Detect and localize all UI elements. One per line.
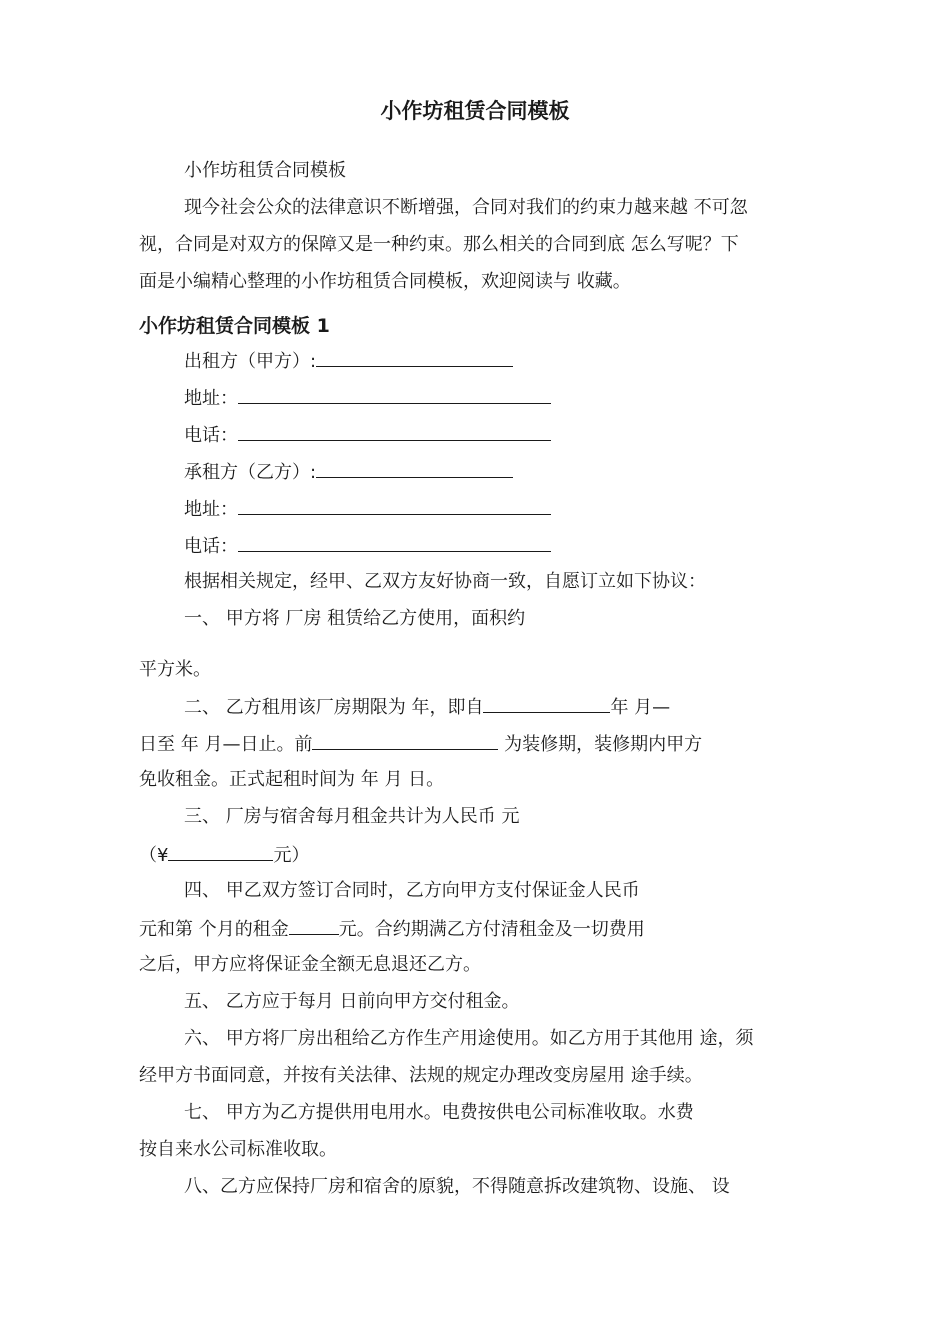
clause-2-line-2 bbox=[139, 731, 702, 757]
clause-8-line-1: 八、乙方应保持厂房和宿舍的原貌，不得随意拆改建筑物、设施、 设 bbox=[184, 1176, 730, 1197]
lessor-label: 出租方（甲方）: bbox=[184, 351, 317, 372]
document-title: 小作坊租赁合同模板 bbox=[380, 99, 570, 123]
clause-3-text-a: （¥ bbox=[139, 845, 169, 866]
lessor-blank[interactable] bbox=[316, 348, 513, 367]
clause-4-text-b: 元。合约期满乙方付清租金及一切费用 bbox=[338, 919, 645, 940]
clause-7-line-2: 按自来水公司标准收取。 bbox=[139, 1139, 337, 1160]
lessor-phone-line bbox=[184, 422, 551, 448]
clause-3-text-b: 元） bbox=[273, 845, 310, 866]
lessee-phone-line bbox=[184, 533, 551, 559]
clause-2-line-1 bbox=[184, 694, 670, 720]
clause-4-text-a: 元和第 个月的租金 bbox=[139, 919, 289, 940]
clause-2-text-a: 二、 乙方租用该厂房期限为 年，即自 bbox=[184, 697, 484, 718]
clause-3-amount-blank[interactable] bbox=[168, 842, 273, 861]
intro-line-1: 现今社会公众的法律意识不断增强，合同对我们的约束力越来越 不可忽 bbox=[184, 197, 748, 218]
intro-line-3: 面是小编精心整理的小作坊租赁合同模板，欢迎阅读与 收藏。 bbox=[139, 271, 631, 292]
clause-4-rent-blank[interactable] bbox=[289, 916, 339, 935]
lessee-address-label: 地址： bbox=[184, 499, 238, 520]
clause-3-line-2 bbox=[139, 842, 309, 868]
agreement-line: 根据相关规定，经甲、乙双方友好协商一致，自愿订立如下协议： bbox=[184, 571, 706, 592]
lessee-label: 承租方（乙方）: bbox=[184, 462, 317, 483]
clause-2-period-blank[interactable] bbox=[312, 731, 498, 750]
clause-2-text-d: 为装修期，装修期内甲方 bbox=[498, 734, 703, 755]
lessee-line bbox=[184, 459, 513, 485]
clause-4-line-1: 四、 甲乙双方签订合同时，乙方向甲方支付保证金人民币 bbox=[184, 880, 640, 901]
clause-7-line-1: 七、 甲方为乙方提供用电用水。电费按供电公司标准收取。水费 bbox=[184, 1102, 694, 1123]
clause-3-line-1: 三、 厂房与宿舍每月租金共计为人民币 元 bbox=[184, 806, 520, 827]
lessee-phone-blank[interactable] bbox=[238, 533, 551, 552]
lessee-address-line bbox=[184, 496, 551, 522]
clause-6-line-1: 六、 甲方将厂房出租给乙方作生产用途使用。如乙方用于其他用 途，须 bbox=[184, 1028, 754, 1049]
lessor-address-line bbox=[184, 385, 551, 411]
lessee-blank[interactable] bbox=[316, 459, 513, 478]
clause-1-line-2: 平方米。 bbox=[139, 659, 211, 680]
clause-5-line: 五、 乙方应于每月 日前向甲方交付租金。 bbox=[184, 991, 520, 1012]
section-heading: 小作坊租赁合同模板 1 bbox=[139, 315, 330, 337]
clause-4-line-2 bbox=[139, 916, 645, 942]
clause-2-text-b: 年 月— bbox=[610, 697, 671, 718]
clause-2-line-3: 免收租金。正式起租时间为 年 月 日。 bbox=[139, 769, 445, 790]
lessee-phone-label: 电话： bbox=[184, 536, 238, 557]
intro-subtitle: 小作坊租赁合同模板 bbox=[184, 160, 346, 181]
clause-1-line-1: 一、 甲方将 厂房 租赁给乙方使用，面积约 bbox=[184, 608, 526, 629]
intro-line-2: 视，合同是对双方的保障又是一种约束。那么相关的合同到底 怎么写呢？下 bbox=[139, 234, 739, 255]
lessor-phone-blank[interactable] bbox=[238, 422, 551, 441]
lessee-address-blank[interactable] bbox=[238, 496, 551, 515]
clause-2-text-c: 日至 年 月—日止。前 bbox=[139, 734, 313, 755]
lessor-address-label: 地址： bbox=[184, 388, 238, 409]
clause-6-line-2: 经甲方书面同意，并按有关法律、法规的规定办理改变房屋用 途手续。 bbox=[139, 1065, 703, 1086]
clause-2-start-blank[interactable] bbox=[483, 694, 610, 713]
lessor-phone-label: 电话： bbox=[184, 425, 238, 446]
lessor-address-blank[interactable] bbox=[238, 385, 551, 404]
lessor-line bbox=[184, 348, 513, 374]
clause-4-line-3: 之后，甲方应将保证金全额无息退还乙方。 bbox=[139, 954, 481, 975]
